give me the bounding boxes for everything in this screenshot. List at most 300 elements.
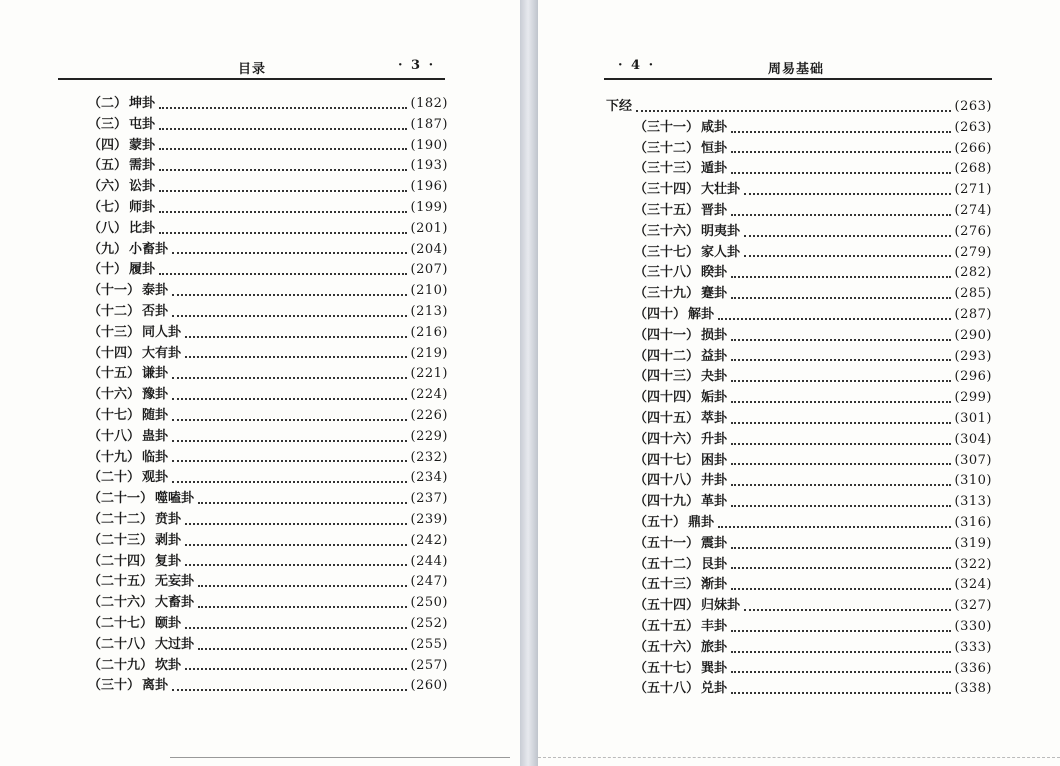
entry-title: 解卦: [688, 306, 715, 322]
toc-entry[interactable]: [606, 617, 992, 638]
dot-leader: [159, 127, 407, 130]
entry-page: (287): [954, 306, 992, 322]
dot-leader: [159, 147, 407, 150]
toc-entry[interactable]: [88, 406, 448, 427]
dot-leader: [198, 647, 407, 650]
entry-page: (252): [410, 615, 448, 631]
entry-title: 家人卦: [701, 244, 741, 260]
toc-entry[interactable]: [88, 531, 448, 552]
left-page-number: · 3 ·: [398, 58, 436, 73]
entry-number: （十一）: [88, 283, 141, 299]
toc-entry[interactable]: [88, 656, 448, 677]
entry-page: (247): [410, 574, 448, 590]
dot-leader: [172, 439, 407, 442]
toc-entry[interactable]: [606, 492, 992, 513]
entry-page: (307): [954, 452, 992, 468]
entry-page: (293): [954, 348, 992, 364]
entry-number: （四十三）: [634, 369, 700, 385]
dot-leader: [744, 234, 951, 237]
entry-number: （四十一）: [634, 327, 700, 343]
entry-page: (226): [410, 407, 448, 423]
dot-leader: [731, 462, 951, 465]
entry-page: (260): [410, 678, 448, 694]
toc-entry[interactable]: [88, 281, 448, 302]
entry-title: 升卦: [701, 431, 728, 447]
entry-page: (336): [954, 660, 992, 676]
toc-entry[interactable]: [606, 326, 992, 347]
entry-title: 剥卦: [155, 532, 182, 548]
dot-leader: [731, 691, 951, 694]
toc-entry[interactable]: [606, 180, 992, 201]
entry-page: (310): [954, 473, 992, 489]
entry-number: （十）: [88, 262, 128, 278]
dot-leader: [744, 254, 951, 257]
entry-page: (244): [410, 553, 448, 569]
entry-page: (316): [954, 514, 992, 530]
entry-title: 噬嗑卦: [155, 491, 195, 507]
entry-title: 坎卦: [155, 657, 182, 673]
entry-title: 颐卦: [155, 615, 182, 631]
toc-entry[interactable]: [606, 388, 992, 409]
toc-entry[interactable]: [606, 409, 992, 430]
dot-leader: [731, 587, 951, 590]
toc-entry[interactable]: [606, 430, 992, 451]
toc-entry[interactable]: [606, 451, 992, 472]
toc-entry[interactable]: [88, 468, 448, 489]
entry-title: 同人卦: [142, 324, 182, 340]
dot-leader: [744, 608, 951, 611]
entry-number: （二十五）: [88, 574, 154, 590]
entry-number: （三十三）: [634, 161, 700, 177]
entry-page: (201): [410, 220, 448, 236]
entry-page: (237): [410, 491, 448, 507]
entry-title: 蒙卦: [129, 137, 156, 153]
dot-leader: [172, 293, 407, 296]
toc-entry[interactable]: [88, 302, 448, 323]
entry-number: （三十五）: [634, 202, 700, 218]
dot-leader: [731, 421, 951, 424]
entry-title: 需卦: [129, 158, 156, 174]
section-page: (263): [954, 99, 992, 114]
entry-number: （四十七）: [634, 452, 700, 468]
dot-leader: [718, 525, 951, 528]
toc-entry[interactable]: [606, 659, 992, 680]
entry-number: （四十五）: [634, 410, 700, 426]
toc-entry[interactable]: [88, 94, 448, 115]
entry-title: 益卦: [701, 348, 728, 364]
dot-leader: [172, 314, 407, 317]
entry-number: （五十三）: [634, 577, 700, 593]
toc-entry[interactable]: [88, 448, 448, 469]
entry-page: (338): [954, 681, 992, 697]
entry-number: （五十一）: [634, 535, 700, 551]
entry-title: 革卦: [701, 494, 728, 510]
entry-page: (213): [410, 303, 448, 319]
entry-page: (232): [410, 449, 448, 465]
entry-title: 恒卦: [701, 140, 728, 156]
dot-leader: [172, 418, 407, 421]
entry-page: (268): [954, 161, 992, 177]
dot-leader: [198, 501, 407, 504]
entry-page: (216): [410, 324, 448, 340]
dot-leader: [731, 546, 951, 549]
toc-entry[interactable]: [606, 555, 992, 576]
toc-entry[interactable]: [88, 177, 448, 198]
entry-number: （二十一）: [88, 491, 154, 507]
toc-entry[interactable]: [88, 489, 448, 510]
entry-title: 渐卦: [701, 577, 728, 593]
entry-number: （二十八）: [88, 636, 154, 652]
dot-leader: [731, 171, 951, 174]
dot-leader: [185, 626, 407, 629]
entry-page: (234): [410, 470, 448, 486]
entry-number: （二十四）: [88, 553, 154, 569]
entry-title: 明夷卦: [701, 223, 741, 239]
entry-number: （三十八）: [634, 265, 700, 281]
entry-title: 屯卦: [129, 116, 156, 132]
entry-title: 复卦: [155, 553, 182, 569]
dot-leader: [731, 296, 951, 299]
entry-title: 履卦: [129, 262, 156, 278]
right-page-number: · 4 ·: [618, 58, 656, 73]
entry-page: (304): [954, 431, 992, 447]
dot-leader: [159, 189, 407, 192]
entry-number: （二十）: [88, 470, 141, 486]
toc-entry[interactable]: [606, 638, 992, 659]
dot-leader: [731, 400, 951, 403]
entry-title: 丰卦: [701, 618, 728, 634]
left-page: [0, 0, 520, 766]
toc-section-heading[interactable]: [606, 97, 992, 118]
entry-title: 咸卦: [701, 119, 728, 135]
entry-number: （九）: [88, 241, 128, 257]
dot-leader: [744, 192, 951, 195]
entry-title: 观卦: [142, 470, 169, 486]
entry-title: 无妄卦: [155, 574, 195, 590]
toc-entry[interactable]: [606, 159, 992, 180]
entry-title: 睽卦: [701, 265, 728, 281]
toc-entry[interactable]: [606, 679, 992, 700]
toc-entry[interactable]: [88, 240, 448, 261]
entry-title: 大壮卦: [701, 182, 741, 198]
entry-page: (182): [410, 96, 448, 111]
dot-leader: [198, 605, 407, 608]
entry-title: 蹇卦: [701, 286, 728, 302]
entry-page: (301): [954, 410, 992, 426]
entry-number: （四）: [88, 137, 128, 153]
page-bottom-line: [170, 757, 510, 758]
entry-page: (282): [954, 265, 992, 281]
entry-page: (250): [410, 595, 448, 611]
dot-leader: [172, 397, 407, 400]
dot-leader: [185, 543, 407, 546]
section-title: 下经: [606, 99, 633, 114]
entry-number: （五十八）: [634, 681, 700, 697]
toc-entry[interactable]: [606, 305, 992, 326]
toc-entry[interactable]: [606, 534, 992, 555]
dot-leader: [185, 522, 407, 525]
entry-page: (204): [410, 241, 448, 257]
entry-number: （七）: [88, 199, 128, 215]
toc-entry[interactable]: [88, 115, 448, 136]
entry-number: （六）: [88, 179, 128, 195]
toc-entry[interactable]: [606, 263, 992, 284]
entry-page: (274): [954, 202, 992, 218]
entry-number: （五十）: [634, 514, 687, 530]
entry-title: 旅卦: [701, 639, 728, 655]
entry-title: 谦卦: [142, 366, 169, 382]
entry-page: (296): [954, 369, 992, 385]
entry-number: （五）: [88, 158, 128, 174]
left-page-header: [60, 58, 445, 78]
toc-entry[interactable]: [88, 364, 448, 385]
entry-page: (290): [954, 327, 992, 343]
toc-entry[interactable]: [88, 614, 448, 635]
entry-number: （三十）: [88, 678, 141, 694]
entry-title: 离卦: [142, 678, 169, 694]
dot-leader: [731, 358, 951, 361]
entry-page: (276): [954, 223, 992, 239]
toc-entry[interactable]: [88, 552, 448, 573]
toc-entry[interactable]: [606, 471, 992, 492]
book-gutter: [520, 0, 538, 766]
toc-entry[interactable]: [88, 198, 448, 219]
entry-title: 姤卦: [701, 390, 728, 406]
toc-entry[interactable]: [88, 219, 448, 240]
dot-leader: [172, 376, 407, 379]
dot-leader: [172, 459, 407, 462]
entry-title: 损卦: [701, 327, 728, 343]
toc-list-left: [88, 94, 448, 697]
entry-page: (266): [954, 140, 992, 156]
entry-number: （十三）: [88, 324, 141, 340]
entry-title: 坤卦: [129, 96, 156, 111]
entry-title: 兑卦: [701, 681, 728, 697]
dot-leader: [198, 584, 407, 587]
entry-title: 比卦: [129, 220, 156, 236]
dot-leader: [731, 275, 951, 278]
entry-title: 否卦: [142, 303, 169, 319]
entry-number: （三）: [88, 116, 128, 132]
entry-title: 井卦: [701, 473, 728, 489]
dot-leader: [159, 231, 407, 234]
left-header-title: 目录: [238, 62, 267, 77]
dot-leader: [731, 150, 951, 153]
entry-number: （五十七）: [634, 660, 700, 676]
entry-page: (319): [954, 535, 992, 551]
dot-leader: [731, 130, 951, 133]
page-bottom-line: [538, 757, 1060, 758]
dot-leader: [731, 504, 951, 507]
entry-page: (199): [410, 199, 448, 215]
toc-entry[interactable]: [88, 427, 448, 448]
entry-title: 大有卦: [142, 345, 182, 361]
dot-leader: [159, 210, 407, 213]
entry-title: 夬卦: [701, 369, 728, 385]
toc-entry[interactable]: [606, 118, 992, 139]
dot-leader: [731, 629, 951, 632]
header-rule: [604, 78, 992, 80]
entry-page: (279): [954, 244, 992, 260]
entry-number: （十九）: [88, 449, 141, 465]
toc-entry[interactable]: [88, 323, 448, 344]
entry-title: 遁卦: [701, 161, 728, 177]
entry-title: 萃卦: [701, 410, 728, 426]
header-rule: [58, 78, 445, 80]
toc-entry[interactable]: [606, 575, 992, 596]
entry-page: (333): [954, 639, 992, 655]
entry-title: 归妹卦: [701, 598, 741, 614]
dot-leader: [185, 335, 407, 338]
entry-title: 师卦: [129, 199, 156, 215]
right-header-title: 周易基础: [768, 62, 825, 77]
toc-entry[interactable]: [606, 596, 992, 617]
entry-title: 困卦: [701, 452, 728, 468]
entry-page: (322): [954, 556, 992, 572]
toc-entry[interactable]: [88, 635, 448, 656]
dot-leader: [172, 688, 407, 691]
entry-page: (271): [954, 182, 992, 198]
dot-leader: [159, 272, 407, 275]
toc-entry[interactable]: [88, 136, 448, 157]
entry-page: (229): [410, 428, 448, 444]
entry-page: (299): [954, 390, 992, 406]
entry-page: (263): [954, 119, 992, 135]
entry-number: （十七）: [88, 407, 141, 423]
entry-page: (313): [954, 494, 992, 510]
entry-page: (196): [410, 179, 448, 195]
entry-title: 泰卦: [142, 283, 169, 299]
toc-entry[interactable]: [88, 572, 448, 593]
entry-title: 临卦: [142, 449, 169, 465]
entry-number: （十六）: [88, 387, 141, 403]
entry-page: (239): [410, 511, 448, 527]
entry-page: (219): [410, 345, 448, 361]
dot-leader: [731, 442, 951, 445]
dot-leader: [731, 379, 951, 382]
entry-title: 大畜卦: [155, 595, 195, 611]
entry-number: （四十八）: [634, 473, 700, 489]
entry-page: (324): [954, 577, 992, 593]
entry-page: (193): [410, 158, 448, 174]
dot-leader: [731, 483, 951, 486]
entry-number: （二十二）: [88, 511, 154, 527]
entry-number: （三十一）: [634, 119, 700, 135]
entry-page: (257): [410, 657, 448, 673]
entry-number: （十二）: [88, 303, 141, 319]
entry-title: 艮卦: [701, 556, 728, 572]
entry-number: （二）: [88, 96, 128, 111]
entry-number: （三十六）: [634, 223, 700, 239]
dot-leader: [731, 650, 951, 653]
dot-leader: [731, 670, 951, 673]
entry-page: (187): [410, 116, 448, 132]
dot-leader: [185, 355, 407, 358]
entry-page: (255): [410, 636, 448, 652]
dot-leader: [731, 338, 951, 341]
toc-entry[interactable]: [606, 513, 992, 534]
dot-leader: [731, 213, 951, 216]
entry-number: （二十三）: [88, 532, 154, 548]
entry-number: （四十六）: [634, 431, 700, 447]
entry-number: （二十六）: [88, 595, 154, 611]
entry-number: （四十）: [634, 306, 687, 322]
entry-number: （五十四）: [634, 598, 700, 614]
dot-leader: [718, 317, 951, 320]
toc-entry[interactable]: [606, 222, 992, 243]
entry-number: （五十二）: [634, 556, 700, 572]
entry-number: （十五）: [88, 366, 141, 382]
toc-entry[interactable]: [88, 385, 448, 406]
toc-entry[interactable]: [88, 510, 448, 531]
entry-number: （五十六）: [634, 639, 700, 655]
entry-page: (207): [410, 262, 448, 278]
entry-title: 蛊卦: [142, 428, 169, 444]
toc-entry[interactable]: [606, 367, 992, 388]
entry-title: 鼎卦: [688, 514, 715, 530]
dot-leader: [185, 667, 407, 670]
entry-number: （四十九）: [634, 494, 700, 510]
toc-entry[interactable]: [88, 260, 448, 281]
entry-number: （三十九）: [634, 286, 700, 302]
toc-entry[interactable]: [88, 676, 448, 697]
entry-title: 豫卦: [142, 387, 169, 403]
dot-leader: [172, 251, 407, 254]
entry-number: （三十七）: [634, 244, 700, 260]
toc-entry[interactable]: [88, 156, 448, 177]
entry-title: 晋卦: [701, 202, 728, 218]
entry-page: (327): [954, 598, 992, 614]
entry-page: (224): [410, 387, 448, 403]
entry-title: 震卦: [701, 535, 728, 551]
right-page-header: [604, 58, 992, 78]
right-page: [538, 0, 1060, 766]
entry-title: 巽卦: [701, 660, 728, 676]
entry-page: (210): [410, 283, 448, 299]
entry-page: (190): [410, 137, 448, 153]
toc-list-right: [606, 97, 992, 700]
entry-number: （五十五）: [634, 618, 700, 634]
entry-title: 讼卦: [129, 179, 156, 195]
entry-title: 随卦: [142, 407, 169, 423]
toc-entry[interactable]: [606, 139, 992, 160]
dot-leader: [172, 480, 407, 483]
entry-title: 贲卦: [155, 511, 182, 527]
toc-entry[interactable]: [606, 284, 992, 305]
toc-entry[interactable]: [606, 201, 992, 222]
entry-number: （三十二）: [634, 140, 700, 156]
entry-page: (221): [410, 366, 448, 382]
entry-page: (330): [954, 618, 992, 634]
entry-number: （十八）: [88, 428, 141, 444]
entry-title: 小畜卦: [129, 241, 169, 257]
dot-leader: [731, 566, 951, 569]
toc-entry[interactable]: [88, 344, 448, 365]
dot-leader: [159, 106, 407, 109]
entry-number: （四十四）: [634, 390, 700, 406]
entry-page: (285): [954, 286, 992, 302]
entry-number: （四十二）: [634, 348, 700, 364]
toc-entry[interactable]: [606, 243, 992, 264]
entry-number: （二十七）: [88, 615, 154, 631]
entry-page: (242): [410, 532, 448, 548]
entry-number: （二十九）: [88, 657, 154, 673]
entry-number: （三十四）: [634, 182, 700, 198]
dot-leader: [185, 563, 407, 566]
toc-entry[interactable]: [88, 593, 448, 614]
toc-entry[interactable]: [606, 347, 992, 368]
entry-number: （八）: [88, 220, 128, 236]
